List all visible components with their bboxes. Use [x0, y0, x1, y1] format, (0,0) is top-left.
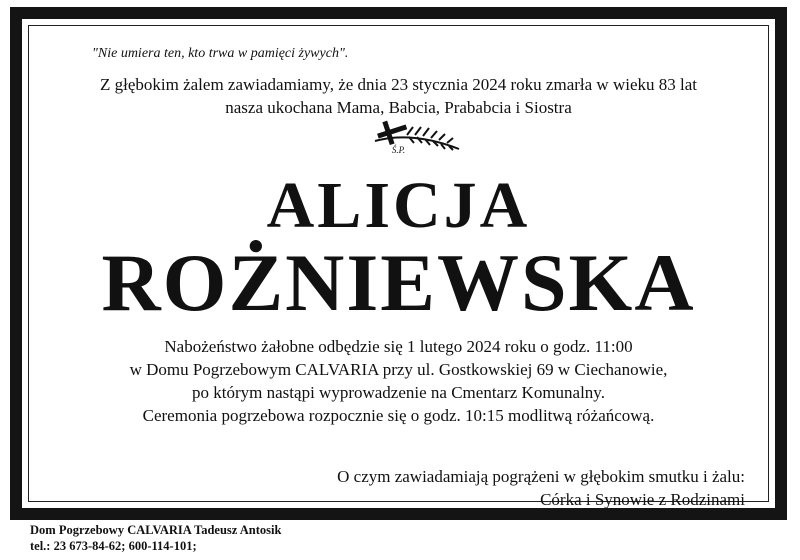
ceremony-line-4: Ceremonia pogrzebowa rozpocznie się o godz. 10:15 modlitwą różańcową.: [142, 406, 655, 425]
motto-quote: "Nie umiera ten, kto trwa w pamięci żywych".: [92, 46, 349, 61]
funeral-home-phone: tel.: 23 673-84-62; 600-114-101;: [30, 539, 197, 553]
deceased-first-name: ALICJA: [266, 169, 531, 242]
deceased-last-name: ROŻNIEWSKA: [101, 237, 696, 328]
ceremony-line-1: Nabożeństwo żałobne odbędzie się 1 lutego 2024 roku o godz. 11:00: [164, 337, 633, 356]
sp-label: Ś.P.: [391, 145, 406, 155]
ceremony-line-2: w Domu Pogrzebowym CALVARIA przy ul. Gostkowskiej 69 w Ciechanowie,: [129, 360, 668, 379]
closing-signature: Córka i Synowie z Rodzinami: [540, 490, 745, 509]
cross-palm-icon: [367, 117, 463, 163]
announcement-line-2: nasza ukochana Mama, Babcia, Prababcia i Siostra: [225, 98, 572, 117]
announcement-line-1: Z głębokim żalem zawiadamiamy, że dnia 23 stycznia 2024 roku zmarła w wieku 83 lat: [99, 75, 697, 94]
closing-line-1: O czym zawiadamiają pogrążeni w głębokim smutku i żalu:: [337, 467, 745, 486]
funeral-home-name: Dom Pogrzebowy CALVARIA Tadeusz Antosik: [30, 523, 282, 537]
obituary-panel: [22, 19, 775, 508]
obituary-frame: [10, 7, 787, 520]
ceremony-line-3: po którym nastąpi wyprowadzenie na Cmentarz Komunalny.: [192, 383, 605, 402]
